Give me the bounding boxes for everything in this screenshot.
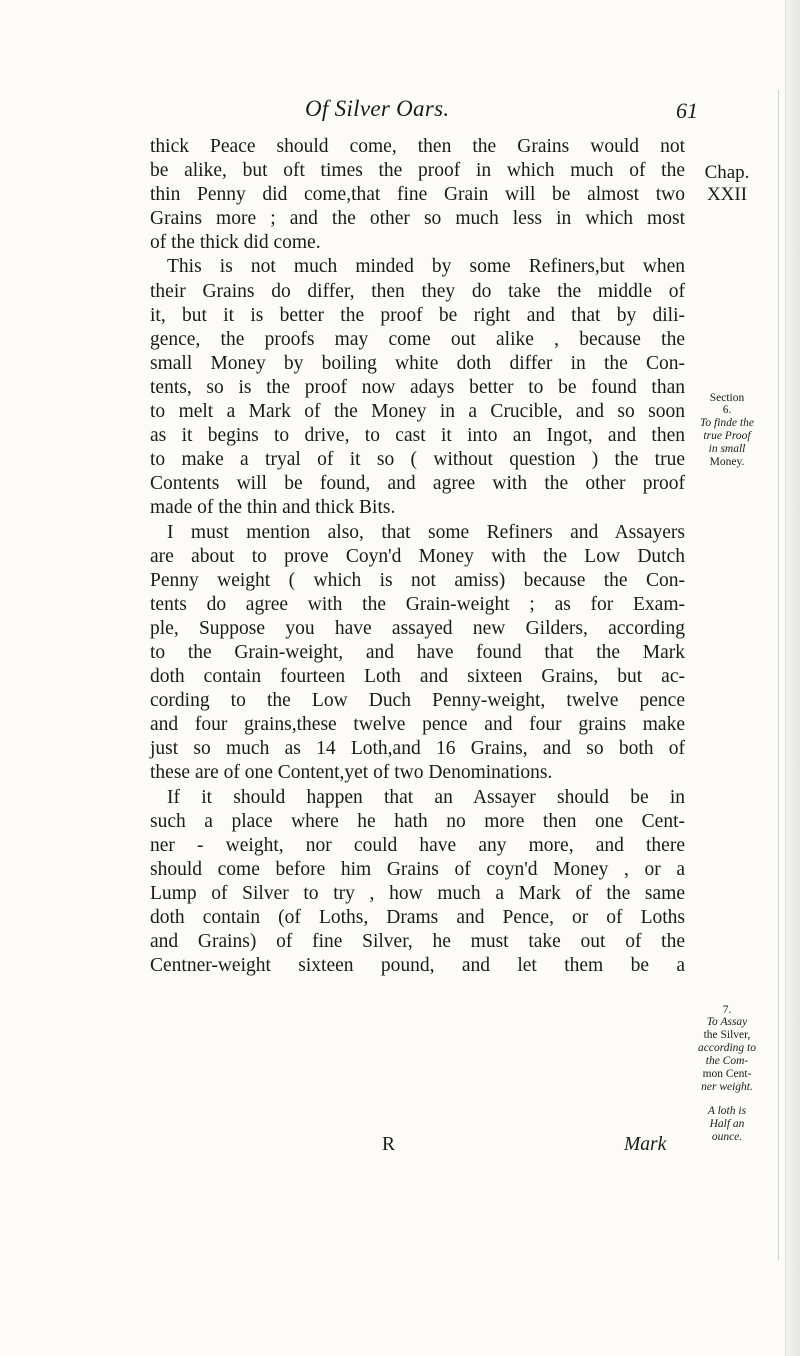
margin-note-section-7: To Assay	[706, 1016, 748, 1028]
margin-notes	[684, 0, 770, 1356]
text-line: thick Peace should come, then the Grains would not	[150, 136, 685, 157]
text-line: be alike, but oft times the proof in which much of the	[150, 160, 685, 182]
running-head-title: Of Silver Oars.	[305, 96, 450, 121]
text-line: and Grains) of fine Silver, he must take out of the	[150, 931, 685, 953]
text-line: tents do agree with the Grain-weight ; as for Exam-	[150, 593, 685, 615]
margin-note-section-6: To finde the	[700, 417, 754, 429]
text-line: doth contain (of Loths, Drams and Pence, or of Loths	[150, 907, 685, 928]
text-line: should come before him Grains of coyn'd Money , or a	[150, 858, 685, 880]
text-line: these are of one Content,yet of two Denominations.	[150, 762, 553, 784]
text-line: tents, so is the proof now adays better to be found than	[150, 376, 685, 398]
page-number: 61	[676, 98, 698, 123]
text-line: made of the thin and thick Bits.	[150, 497, 396, 519]
margin-note-loth: A loth is	[707, 1105, 747, 1117]
margin-note-section-7: according to	[697, 1042, 757, 1054]
text-line: are about to prove Coyn'd Money with the Low Dutch	[150, 545, 685, 567]
text-line: Grains more ; and the other so much less in which most	[150, 208, 685, 230]
text-line: to melt a Mark of the Money in a Crucible, and so soon	[150, 401, 685, 423]
text-line: as it begins to drive, to cast it into an Ingot, and then	[150, 425, 685, 447]
margin-note-section-7: 7.	[722, 1004, 732, 1016]
margin-chapter-label: Chap.	[704, 162, 750, 183]
signature-mark: R	[382, 1134, 396, 1155]
text-line: small Money by boiling white doth differ in the Con-	[150, 352, 685, 374]
margin-note-section-7: mon Cent-	[702, 1068, 752, 1080]
text-line: gence, the proofs may come out alike , because the	[150, 328, 685, 350]
text-line: thin Penny did come,that fine Grain will be almost two	[150, 184, 685, 206]
text-line: ple, Suppose you have assayed new Gilders, according	[150, 617, 685, 639]
book-edge	[785, 0, 800, 1356]
text-line: their Grains do differ, then they do take the middle of	[150, 280, 685, 302]
text-line: Contents will be found, and agree with the other proof	[150, 473, 685, 495]
margin-note-section-6: 6.	[722, 404, 732, 416]
text-line: Penny weight ( which is not amiss) because the Con-	[150, 569, 685, 591]
text-line: Lump of Silver to try , how much a Mark of the same	[150, 882, 685, 904]
text-line: just so much as 14 Loth,and 16 Grains, and so both of	[150, 738, 685, 760]
text-line: Centner-weight sixteen pound, and let them be a	[150, 955, 685, 977]
margin-note-section-7: ner weight.	[701, 1081, 753, 1093]
margin-note-section-6: Money.	[709, 456, 745, 468]
margin-chapter-number: XXII	[706, 184, 748, 205]
body-text	[150, 135, 685, 978]
text-line: doth contain fourteen Loth and sixteen Grains, but ac-	[150, 666, 685, 688]
text-line: it, but it is better the proof be right and that by dili-	[150, 304, 685, 326]
page-edge-line	[778, 90, 779, 1260]
margin-note-loth: Half an	[709, 1118, 745, 1130]
catchword: Mark	[624, 1134, 667, 1155]
text-line: I must mention also, that some Refiners and Assayers	[167, 521, 685, 543]
margin-note-section-6: true Proof	[703, 430, 751, 442]
margin-note-section-7: the Silver,	[703, 1029, 751, 1041]
text-line: This is not much minded by some Refiners,but when	[167, 256, 685, 278]
text-line: to make a tryal of it so ( without question ) the true	[150, 449, 685, 471]
margin-note-loth: ounce.	[711, 1131, 743, 1143]
text-line: If it should happen that an Assayer should be in	[167, 786, 685, 808]
text-line: ner - weight, nor could have any more, and there	[150, 834, 685, 856]
text-line: cording to the Low Duch Penny-weight, twelve pence	[150, 690, 685, 712]
margin-note-section-6: Section	[709, 392, 745, 404]
text-line: such a place where he hath no more then one Cent-	[150, 810, 685, 832]
margin-note-section-7: the Com-	[705, 1055, 749, 1067]
running-head	[0, 0, 800, 140]
text-line: to the Grain-weight, and have found that the Mark	[150, 641, 685, 663]
margin-note-section-6: in small	[708, 443, 746, 455]
text-line: and four grains,these twelve pence and four grains make	[150, 714, 685, 736]
text-line: of the thick did come.	[150, 232, 321, 254]
